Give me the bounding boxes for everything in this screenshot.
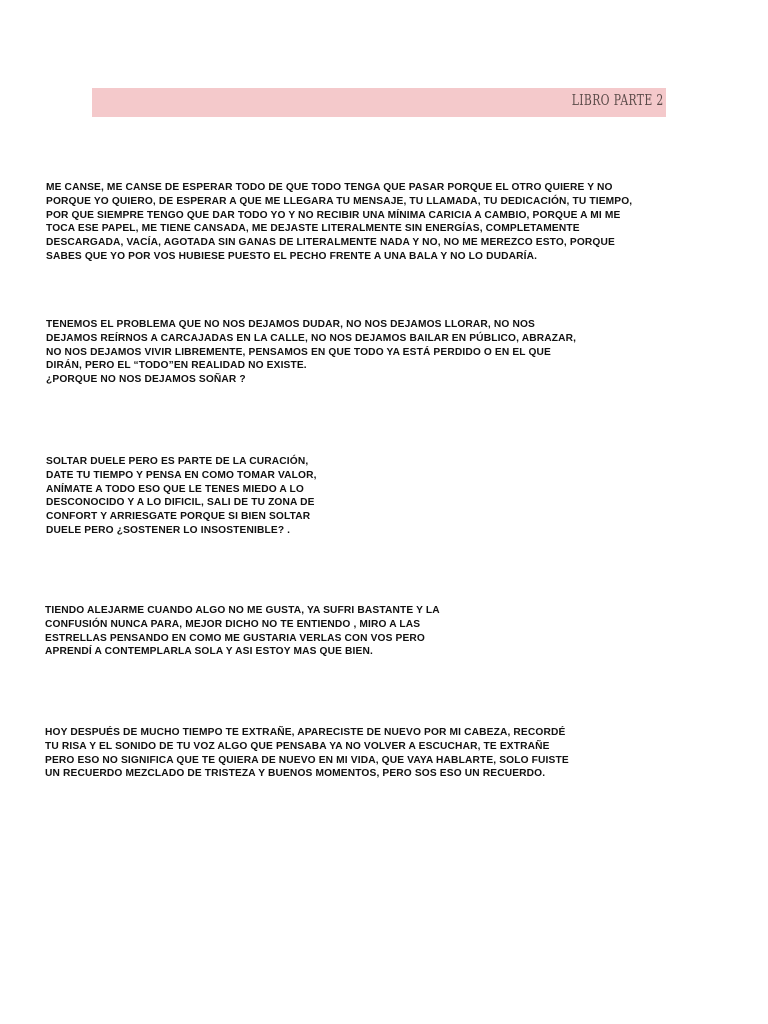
paragraph-line: ME CANSE, ME CANSE DE ESPERAR TODO DE QUE TODO TENGA QUE PASAR PORQUE EL OTRO QUIERE Y NO	[46, 182, 613, 193]
paragraph-line: SOLTAR DUELE PERO ES PARTE DE LA CURACIÓN,	[46, 456, 309, 467]
paragraph-line: DESCONOCIDO Y A LO DIFICIL, SALI DE TU ZONA DE	[46, 497, 315, 509]
page-title: LIBRO PARTE 2	[572, 91, 664, 109]
paragraph-line: TOCA ESE PAPEL, ME TIENE CANSADA, ME DEJASTE LITERALMENTE SIN ENERGÍAS, COMPLETAMENTE	[46, 223, 580, 235]
paragraph-1	[46, 181, 632, 264]
paragraph-line: CONFORT Y ARRIESGATE PORQUE SI BIEN SOLTAR	[46, 511, 311, 523]
paragraph-line: PORQUE YO QUIERO, DE ESPERAR A QUE ME LLEGARA TU MENSAJE, TU LLAMADA, TU DEDICACIÓN, TU TIEMPO,	[46, 195, 633, 207]
paragraph-line: DIRÁN, PERO EL “TODO”EN REALIDAD NO EXISTE.	[46, 360, 307, 372]
paragraph-line: PERO ESO NO SIGNIFICA QUE TE QUIERA DE NUEVO EN MI VIDA, QUE VAYA HABLARTE, SOLO FUISTE	[45, 754, 569, 766]
paragraph-line: UN RECUERDO MEZCLADO DE TRISTEZA Y BUENOS MOMENTOS, PERO SOS ESO UN RECUERDO.	[45, 768, 546, 780]
paragraph-line: SABES QUE YO POR VOS HUBIESE PUESTO EL PECHO FRENTE A UNA BALA Y NO LO DUDARÍA.	[46, 250, 538, 262]
paragraph-line: HOY DESPUÉS DE MUCHO TIEMPO TE EXTRAÑE, APARECISTE DE NUEVO POR MI CABEZA, RECORDÉ	[45, 727, 566, 738]
header-banner	[92, 88, 666, 117]
paragraph-line: NO NOS DEJAMOS VIVIR LIBREMENTE, PENSAMOS EN QUE TODO YA ESTÁ PERDIDO O EN EL QUE	[46, 346, 552, 358]
paragraph-line: DUELE PERO ¿SOSTENER LO INSOSTENIBLE? .	[46, 524, 291, 536]
paragraph-line: DATE TU TIEMPO Y PENSA EN COMO TOMAR VALOR,	[46, 469, 317, 481]
paragraph-5	[45, 726, 569, 781]
paragraph-line: ¿PORQUE NO NOS DEJAMOS SOÑAR ?	[46, 374, 246, 386]
paragraph-line: DESCARGADA, VACÍA, AGOTADA SIN GANAS DE LITERALMENTE NADA Y NO, NO ME MEREZCO ESTO, PORQUE	[46, 237, 615, 249]
paragraph-line: ESTRELLAS PENSANDO EN COMO ME GUSTARIA VERLAS CON VOS PERO	[45, 632, 426, 644]
paragraph-line: DEJAMOS REÍRNOS A CARCAJADAS EN LA CALLE, NO NOS DEJAMOS BAILAR EN PÚBLICO, ABRAZAR,	[46, 332, 577, 344]
paragraph-line: TU RISA Y EL SONIDO DE TU VOZ ALGO QUE PENSABA YA NO VOLVER A ESCUCHAR, TE EXTRAÑE	[45, 740, 550, 752]
paragraph-2	[46, 318, 576, 387]
paragraph-line: CONFUSIÓN NUNCA PARA, MEJOR DICHO NO TE ENTIENDO , MIRO A LAS	[45, 618, 421, 630]
paragraph-4	[45, 604, 440, 659]
paragraph-line: TIENDO ALEJARME CUANDO ALGO NO ME GUSTA, YA SUFRI BASTANTE Y LA	[45, 605, 440, 616]
paragraph-line: TENEMOS EL PROBLEMA QUE NO NOS DEJAMOS DUDAR, NO NOS DEJAMOS LLORAR, NO NOS	[46, 319, 535, 330]
paragraph-line: APRENDÍ A CONTEMPLARLA SOLA Y ASI ESTOY MAS QUE BIEN.	[45, 646, 373, 658]
paragraph-3	[46, 455, 317, 538]
paragraph-line: POR QUE SIEMPRE TENGO QUE DAR TODO YO Y NO RECIBIR UNA MÍNIMA CARICIA A CAMBIO, PORQUE A MI ME	[46, 209, 621, 221]
paragraph-line: ANÍMATE A TODO ESO QUE LE TENES MIEDO A LO	[46, 483, 304, 495]
